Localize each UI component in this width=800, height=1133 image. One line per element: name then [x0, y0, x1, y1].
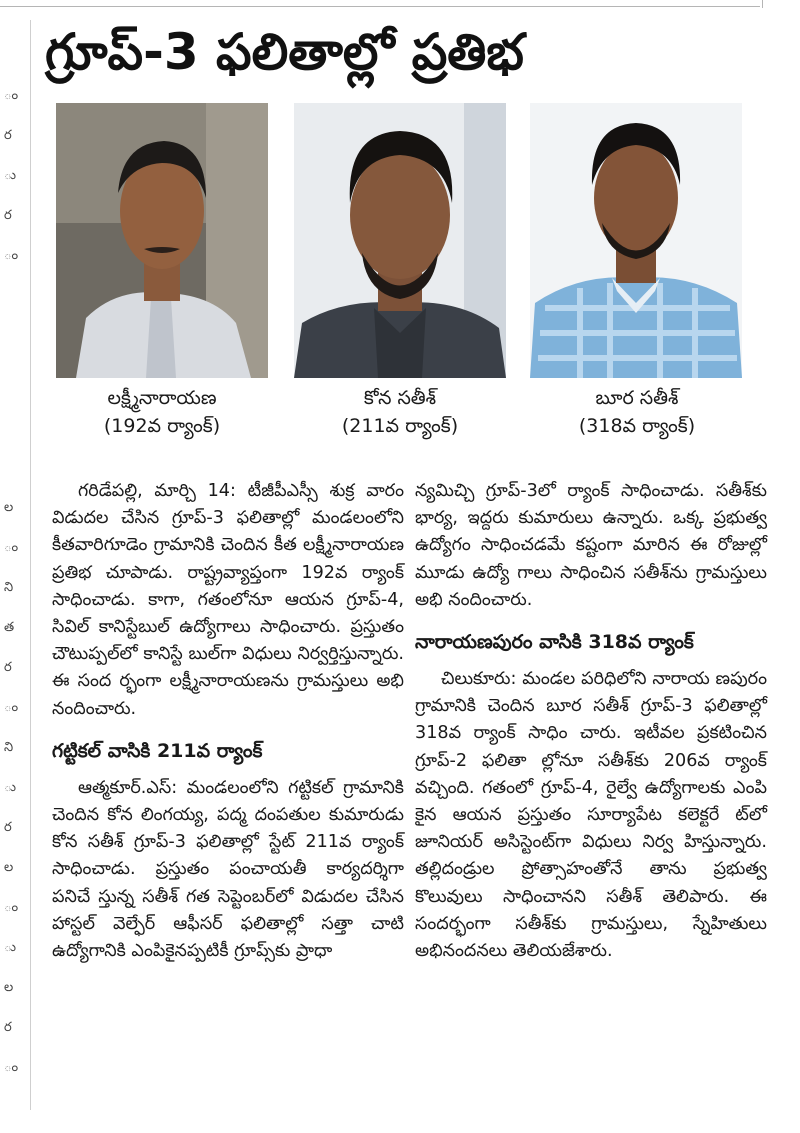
headline: గ్రూప్-3 ఫలితాల్లో ప్రతిభ	[45, 23, 524, 81]
adjacent-article-edge	[0, 60, 22, 1120]
section-subheading: గట్టికల్ వాసికి 211వ ర్యాంక్	[52, 739, 263, 762]
person-name: కోన సతీశ్	[363, 387, 437, 409]
edge-char: ం	[4, 248, 19, 263]
edge-char: ు	[4, 940, 17, 955]
edge-char: ర	[4, 660, 12, 675]
person-rank: (192వ ర్యాంక్)	[103, 415, 221, 437]
person-name: లక్ష్మీనారాయణ	[107, 387, 217, 409]
article-column-right	[415, 478, 767, 965]
article-paragraph: గరిడేపల్లి, మార్చి 14: టీజీపీఎస్సీ శుక్ర వారం విడుదల చేసిన గ్రూప్-3 ఫలితాల్లో మండలంలోని కీతవారిగూడెం గ్రామానికి చెందిన కీత లక్ష్మీనారాయణ ప్రతిభ చూపాడు. రాష్ట్రవ్యాప్తంగా 192వ ర్యాంక్ సాధించాడు. కాగా, గతంలోనూ ఆయన గ్రూప్-4, సివిల్ కానిస్టేబుల్ ఉద్యోగాలు సాధించారు. ప్రస్తుతం చౌటుప్పల్‌లో కానిస్టే బుల్‌గా విధులు నిర్వర్తిస్తున్నారు. ఈ సంద ర్భంగా లక్ష్మీనారాయణను గ్రామస్తులు అభి నందించారు.	[52, 481, 404, 719]
column-divider	[30, 20, 31, 1110]
edge-char: ని	[4, 740, 14, 755]
photo-caption-1	[47, 384, 277, 440]
portrait-photo-3	[530, 103, 742, 378]
edge-char: ల	[4, 980, 14, 995]
edge-char: ర	[4, 820, 12, 835]
photo-caption-3	[522, 384, 752, 440]
edge-char: ల	[4, 500, 14, 515]
edge-char: ని	[4, 580, 14, 595]
edge-char: ం	[4, 540, 19, 555]
edge-char: ం	[4, 900, 19, 915]
person-rank: (211వ ర్యాంక్)	[341, 415, 459, 437]
person-name: బూర సతీశ్	[595, 387, 679, 409]
edge-char: త	[4, 620, 15, 635]
top-right-rule	[762, 0, 763, 8]
edge-char: ర	[4, 208, 12, 223]
portrait-photo-2	[294, 103, 506, 378]
portrait-photo-icon	[56, 103, 268, 378]
article-paragraph: న్యమిచ్చి గ్రూప్-3లో ర్యాంక్ సాధించాడు. సతీశ్‌కు భార్య, ఇద్దరు కుమారులు ఉన్నారు. ఒక్క ప్రభుత్వ ఉద్యోగం సాధించడమే కష్టంగా మారిన ఈ రోజుల్లో మూడు ఉద్యో గాలు సాధించిన సతీశ్‌ను గ్రామస్తులు అభి నందించారు.	[415, 481, 767, 610]
person-rank: (318వ ర్యాంక్)	[578, 415, 696, 437]
portrait-photo-icon	[530, 103, 742, 378]
edge-char: ం	[4, 700, 19, 715]
photo-caption-2	[285, 384, 515, 440]
section-subheading: నారాయణపురం వాసికి 318వ ర్యాంక్	[415, 631, 694, 654]
edge-char: ం	[4, 88, 19, 103]
portrait-photo-icon	[294, 103, 506, 378]
edge-char: ర	[4, 128, 12, 143]
article-paragraph: ఆత్మకూర్.ఎస్: మండలంలోని గట్టికల్ గ్రామానికి చెందిన కోన లింగయ్య, పద్మ దంపతుల కుమారుడు కోన సతీశ్ గ్రూప్-3 ఫలితాల్లో స్టేట్ 211వ ర్యాంక్ సాధించాడు. ప్రస్తుతం పంచాయతీ కార్యదర్శిగా పనిచే స్తున్న సతీశ్ గత సెప్టెంబర్‌లో విడుదల చేసిన హాస్టల్ వెల్ఫేర్ ఆఫీసర్ ఫలితాల్లో సత్తా చాటి ఉద్యోగానికి ఎంపికైనప్పటికీ గ్రూప్స్‌కు ప్రాధా	[52, 777, 404, 962]
article-column-left	[52, 478, 404, 965]
edge-char: ల	[4, 860, 14, 875]
edge-char: ర	[4, 1020, 12, 1035]
portrait-photo-1	[56, 103, 268, 378]
edge-char: ు	[4, 780, 17, 795]
top-rule	[0, 6, 760, 7]
edge-char: ం	[4, 1060, 19, 1075]
article-paragraph: చిలుకూరు: మండల పరిధిలోని నారాయ ణపురం గ్రామానికి చెందిన బూర సతీశ్ గ్రూప్-3 ఫలితాల్లో 318వ ర్యాంక్ సాధిం చారు. ఇటీవల ప్రకటించిన గ్రూప్-2 ఫలితా ల్లోనూ సతీశ్‌కు 206వ ర్యాంక్ వచ్చింది. గతంలో గ్రూప్-4, రైల్వే ఉద్యోగాలకు ఎంపి కైన ఆయన ప్రస్తుతం సూర్యాపేట కలెక్టరే ట్‌లో జూనియర్ అసిస్టెంట్‌గా విధులు నిర్వ హిస్తున్నారు. తల్లిదండ్రుల ప్రోత్సాహంతోనే తాను ప్రభుత్వ కొలువులు సాధించానని సతీశ్ తెలిపారు. ఈ సందర్భంగా సతీశ్‌కు గ్రామస్తులు, స్నేహితులు అభినందనలు తెలియజేశారు.	[415, 669, 767, 962]
edge-char: ు	[4, 168, 17, 183]
